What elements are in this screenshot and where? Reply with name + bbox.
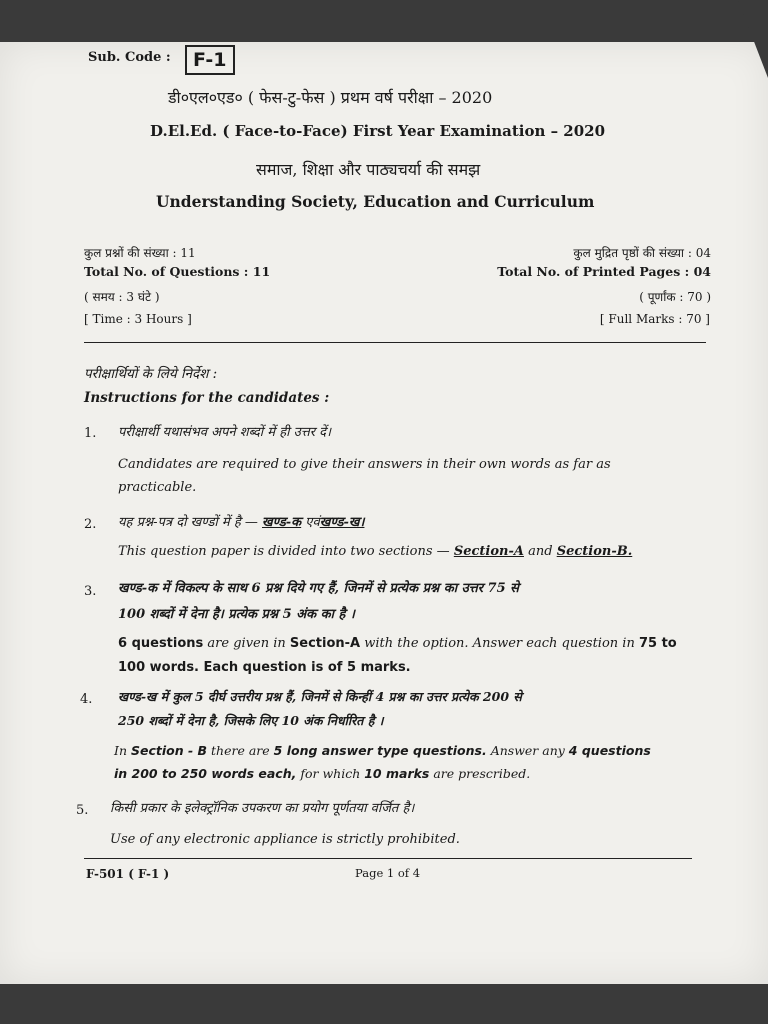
instruction-5-english: Use of any electronic appliance is strictly prohibited. <box>110 832 460 847</box>
full-marks-hindi: ( पूर्णांक : 70 ) <box>639 290 711 304</box>
instruction-4-text-a: In <box>114 743 127 758</box>
section-a-hindi: खण्ड-क <box>262 515 302 530</box>
word-limit-text: in 200 to 250 words each, <box>114 766 297 781</box>
instruction-4-text-b: there are <box>211 743 270 758</box>
conjunction-hindi: एवं <box>305 515 320 530</box>
sub-code-label: Sub. Code : <box>88 50 171 65</box>
instruction-1-english-line2: practicable. <box>118 480 197 495</box>
instruction-4-english-line2 <box>114 766 530 781</box>
header-divider <box>84 342 706 343</box>
ten-marks-text: 10 marks <box>364 766 430 781</box>
footer-divider <box>84 858 692 859</box>
instruction-4-english-line1 <box>114 743 651 758</box>
conjunction-english: and <box>528 544 553 559</box>
instruction-3-hindi-line1: खण्ड-क में विकल्प के साथ 6 प्रश्न दिये गए हैं, जिनमें से प्रत्येक प्रश्न का उत्तर 75 से <box>118 581 519 596</box>
six-questions-text: 6 questions <box>118 636 204 651</box>
instruction-4-hindi-line2: 250 शब्दों में देना है, जिसके लिए 10 अंक निर्धारित है । <box>118 713 384 728</box>
section-b-english: Section-B. <box>556 544 633 559</box>
instruction-2-english <box>118 544 632 559</box>
subject-title-hindi: समाज, शिक्षा और पाठ्यचर्या की समझ <box>256 160 481 179</box>
long-answer-text: 5 long answer type questions. <box>273 743 487 758</box>
total-questions-hindi: कुल प्रश्नों की संख्या : 11 <box>84 246 196 260</box>
instruction-4-text-c: Answer any <box>490 743 565 758</box>
instruction-number: 2. <box>84 517 97 532</box>
subject-title-english: Understanding Society, Education and Curriculum <box>156 192 595 211</box>
instruction-3-english-line1 <box>118 636 677 651</box>
printed-pages-hindi: कुल मुद्रित पृष्ठों की संख्या : 04 <box>573 246 711 260</box>
instruction-1-hindi: परीक्षार्थी यथासंभव अपने शब्दों में ही उत्तर दें। <box>118 425 331 440</box>
time-english: [ Time : 3 Hours ] <box>84 312 192 326</box>
full-marks-english: [ Full Marks : 70 ] <box>599 312 710 326</box>
exam-title-hindi: डी०एल०एड० ( फेस-टु-फेस ) प्रथम वर्ष परीक्षा – 2020 <box>168 88 493 107</box>
instruction-2-english-text: This question paper is divided into two sections — <box>118 544 450 559</box>
word-range-start: 75 to <box>638 636 677 651</box>
section-b-hindi: खण्ड-ख। <box>319 515 365 530</box>
instruction-4-hindi-line1: खण्ड-ख में कुल 5 दीर्घ उत्तरीय प्रश्न हैं, जिनमें से किन्हीं 4 प्रश्न का उत्तर प्रत्येक 200 से <box>118 689 522 704</box>
section-a-ref: Section-A <box>289 636 361 651</box>
instruction-5-hindi: किसी प्रकार के इलेक्ट्रॉनिक उपकरण का प्रयोग पूर्णतया वर्जित है। <box>110 801 415 816</box>
exam-title-english: D.El.Ed. ( Face-to-Face) First Year Examination – 2020 <box>150 122 606 140</box>
instruction-3-hindi-line2: 100 शब्दों में देना है। प्रत्येक प्रश्न 5 अंक का है । <box>118 607 355 622</box>
instruction-4-text-d: for which <box>300 766 361 781</box>
printed-pages-english: Total No. of Printed Pages : 04 <box>497 264 711 279</box>
instruction-number: 3. <box>84 584 97 599</box>
instructions-heading-hindi: परीक्षार्थियों के लिये निर्देश : <box>84 366 218 382</box>
four-questions-text: 4 questions <box>568 743 651 758</box>
instruction-number: 5. <box>76 803 89 818</box>
time-hindi: ( समय : 3 घंटे ) <box>84 290 160 304</box>
section-a-english: Section-A <box>453 544 524 559</box>
instruction-4-text-e: are prescribed. <box>433 766 531 781</box>
instruction-3-text-b: with the option. Answer each question in <box>364 636 635 651</box>
sub-code-box: F-1 <box>185 45 235 75</box>
instruction-number: 1. <box>84 426 97 441</box>
instruction-number: 4. <box>80 692 93 707</box>
total-questions-english: Total No. of Questions : 11 <box>84 264 271 279</box>
instruction-1-english-line1: Candidates are required to give their answers in their own words as far as <box>118 457 611 472</box>
instruction-3-english-line2: 100 words. Each question is of 5 marks. <box>118 660 411 675</box>
instruction-2-hindi <box>118 512 364 530</box>
instruction-2-hindi-text: यह प्रश्न-पत्र दो खण्डों में है — <box>118 515 258 530</box>
instructions-heading-english: Instructions for the candidates : <box>84 390 330 406</box>
instruction-3-text-a: are given in <box>207 636 286 651</box>
section-b-ref: Section - B <box>130 743 208 758</box>
footer-paper-code: F-501 ( F-1 ) <box>86 867 170 881</box>
footer-page-number: Page 1 of 4 <box>355 866 421 880</box>
